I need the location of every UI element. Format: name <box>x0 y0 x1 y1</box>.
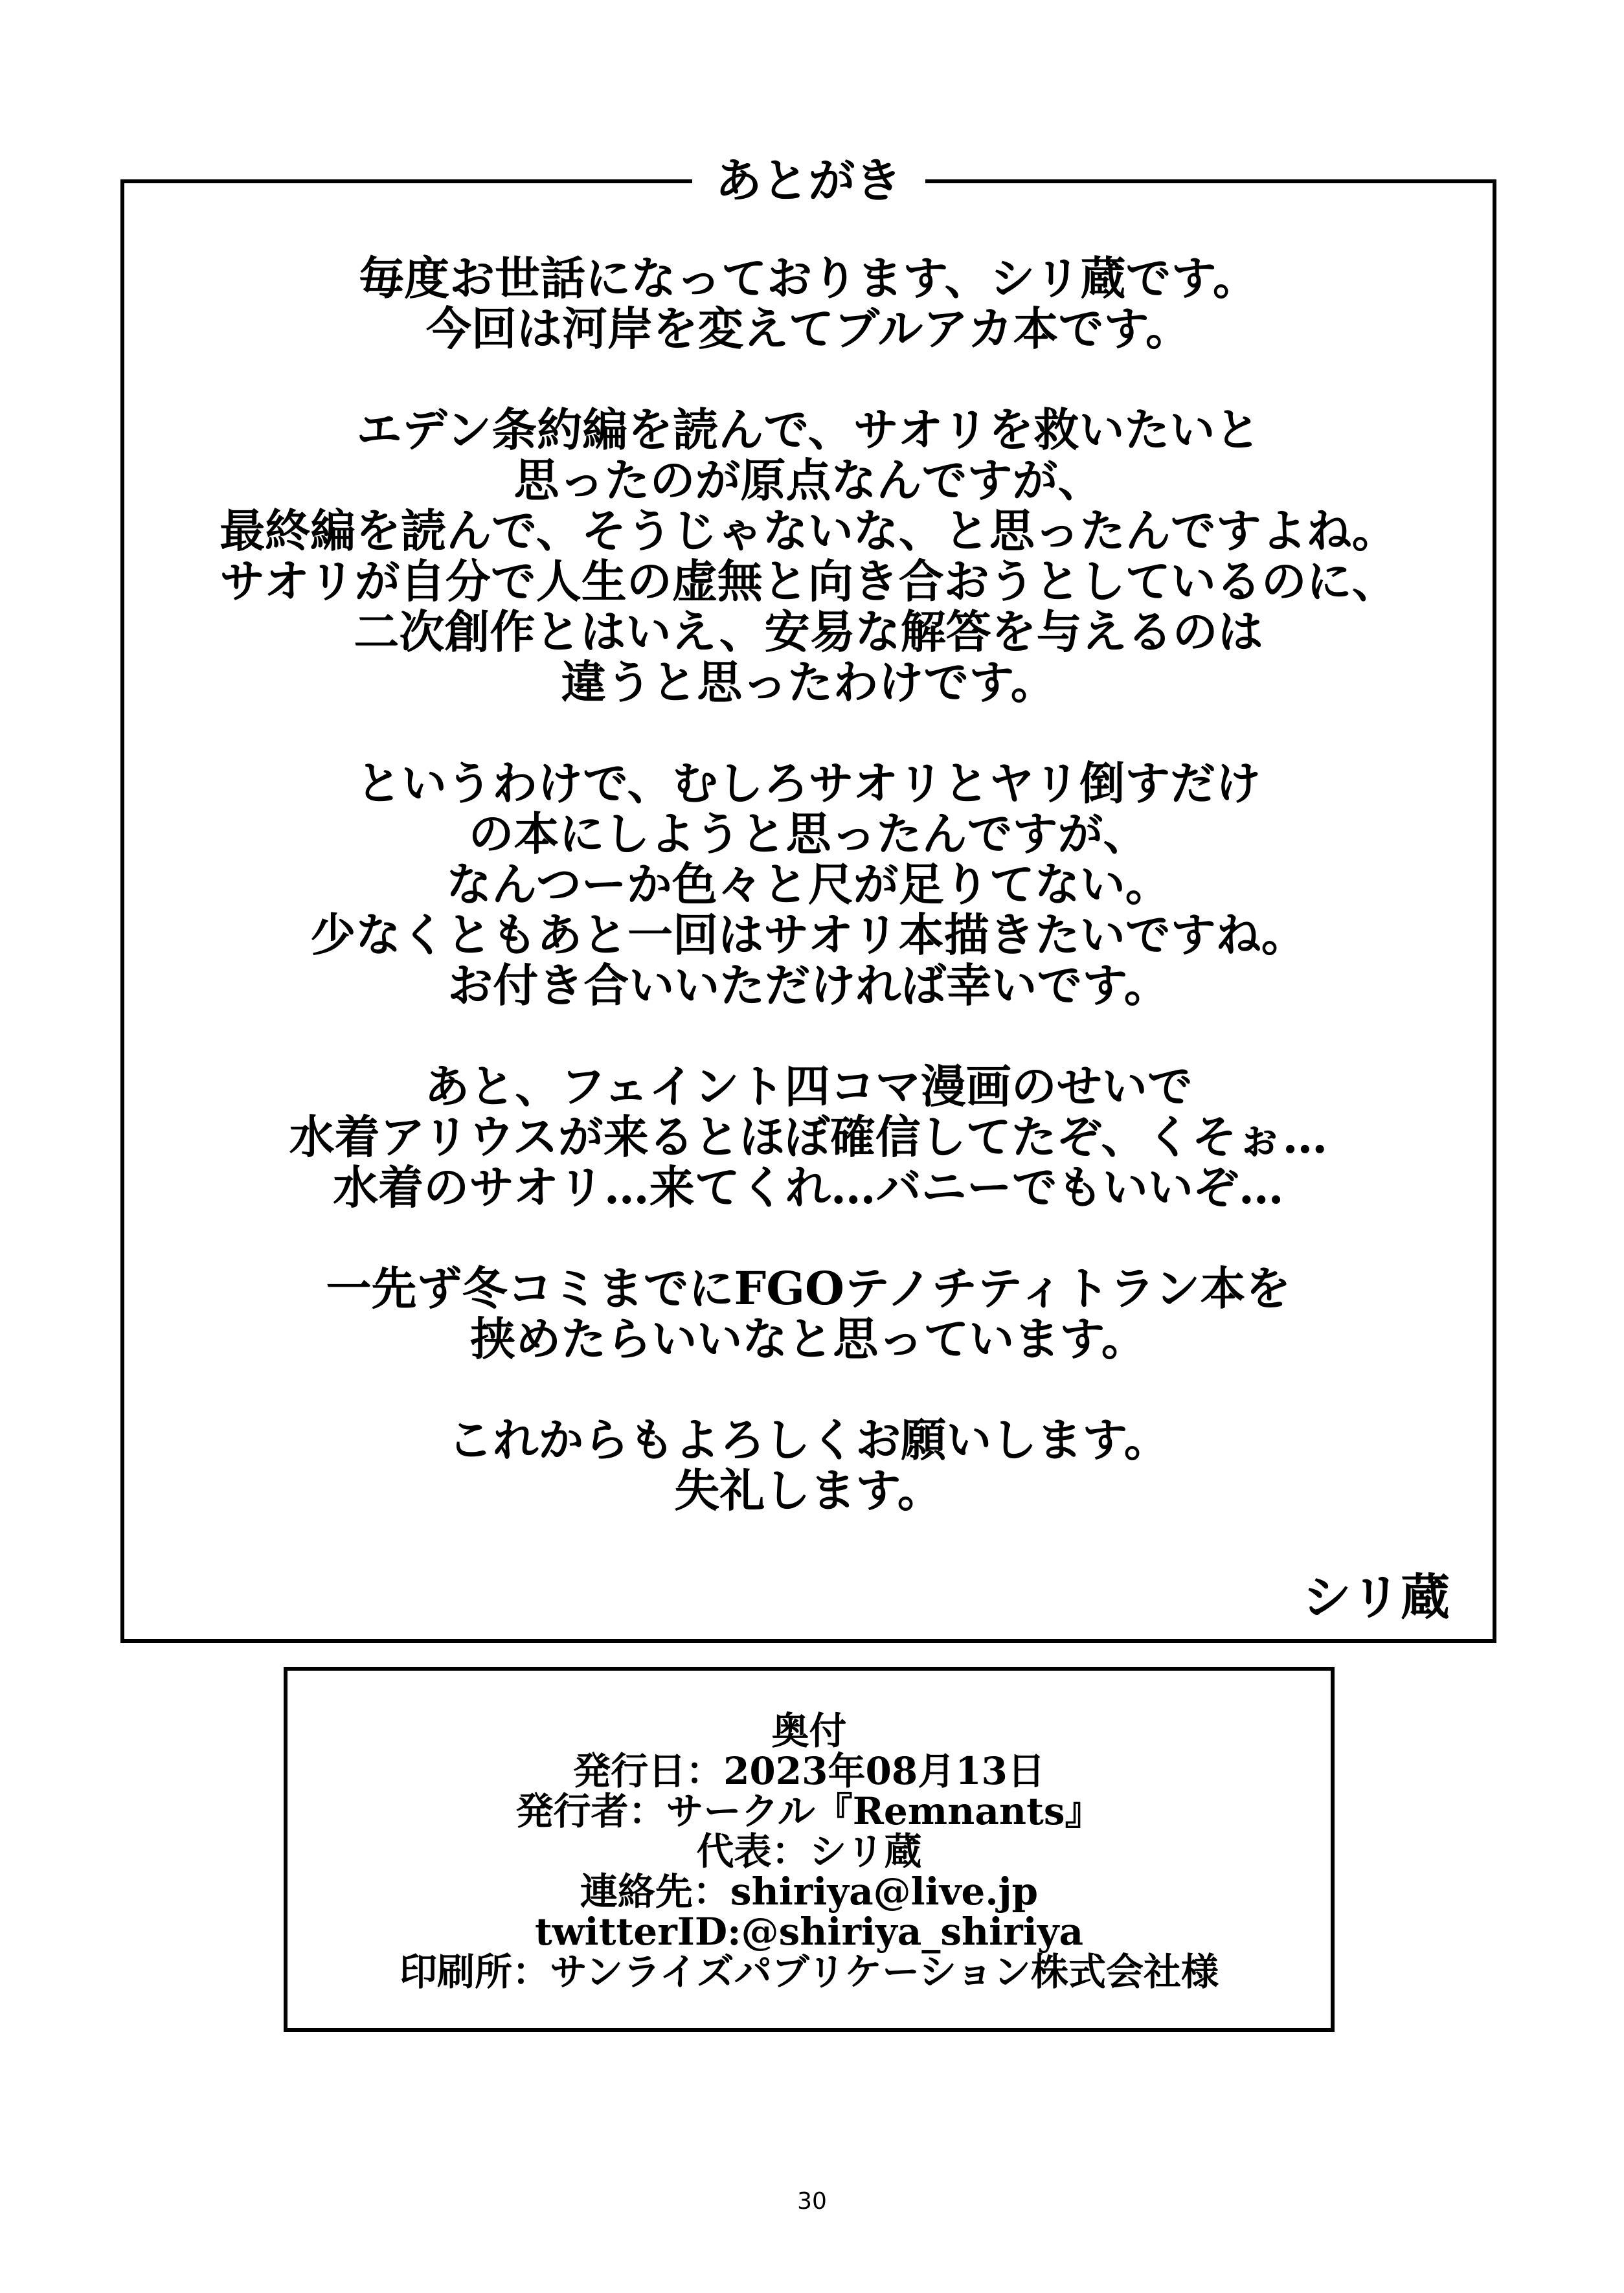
afterword-line: お付き合いいただければ幸いです。 <box>447 958 1169 1012</box>
colophon-publish-date: 発行日：2023年08月13日 <box>573 1749 1045 1793</box>
afterword-line: サオリが自分で人生の虚無と向き合おうとしているのに、 <box>220 554 1397 608</box>
colophon-twitter: twitterID:@shiriya_shiriya <box>534 1910 1084 1954</box>
afterword-line: なんつーか色々と尺が足りてない。 <box>446 857 1171 911</box>
colophon-contact: 連絡先：shiriya@live.jp <box>580 1869 1039 1914</box>
afterword-line: 思ったのが原点なんですが、 <box>513 453 1103 507</box>
colophon-box <box>284 1667 1335 2032</box>
afterword-line: 違うと思ったわけです。 <box>561 655 1056 709</box>
afterword-line: 失礼します。 <box>674 1463 943 1517</box>
afterword-line: エデン条約編を読んで、サオリを救いたいと <box>356 403 1261 457</box>
afterword-line: 毎度お世話になっております、シリ蔵です。 <box>359 251 1258 305</box>
author-signature: シリ蔵 <box>1302 1568 1450 1626</box>
afterword-line: 二次創作とはいえ、安易な解答を与えるのは <box>354 605 1263 659</box>
afterword-line: 水着アリウスが来るとほぼ確信してたぞ、くそぉ… <box>289 1110 1328 1164</box>
afterword-line: 挟めたらいいなと思っています。 <box>470 1312 1147 1366</box>
afterword-line: 水着のサオリ…来てくれ…バニーでもいいぞ… <box>333 1160 1284 1214</box>
afterword-paragraph <box>124 405 1493 708</box>
afterword-line: の本にしようと思ったんですが、 <box>468 807 1149 861</box>
afterword-line: というわけで、むしろサオリとヤリ倒すだけ <box>355 756 1261 810</box>
afterword-box <box>120 153 1496 1643</box>
afterword-line: 今回は河岸を変えてブルアカ本です。 <box>426 302 1191 356</box>
afterword-line: これからもよろしくお願いします。 <box>447 1413 1169 1467</box>
afterword-paragraph <box>124 1263 1493 1364</box>
colophon-printer: 印刷所：サンライズパブリケーション株式会社様 <box>400 1950 1219 1994</box>
afterword-line: 少なくともあと一回はサオリ本描きたいですね。 <box>310 908 1307 962</box>
afterword-paragraph <box>124 1061 1493 1213</box>
colophon-publisher: 発行者：サークル『Remnants』 <box>515 1789 1103 1833</box>
page-number: 30 <box>797 2188 827 2215</box>
afterword-paragraph <box>124 758 1493 1011</box>
afterword-title: あとがき <box>692 147 925 214</box>
afterword-paragraph <box>124 253 1493 354</box>
afterword-body <box>124 253 1493 1566</box>
afterword-line: 一先ず冬コミまでにFGOテノチティトラン本を <box>326 1261 1291 1315</box>
afterword-paragraph <box>124 1415 1493 1516</box>
afterword-line: あと、フェイント四コマ漫画のせいで <box>424 1059 1193 1113</box>
colophon-representative: 代表：シリ蔵 <box>696 1829 922 1873</box>
colophon-heading: 奥付 <box>771 1709 847 1753</box>
afterword-line: 最終編を読んで、そうじゃないな、と思ったんですよね。 <box>220 504 1397 558</box>
